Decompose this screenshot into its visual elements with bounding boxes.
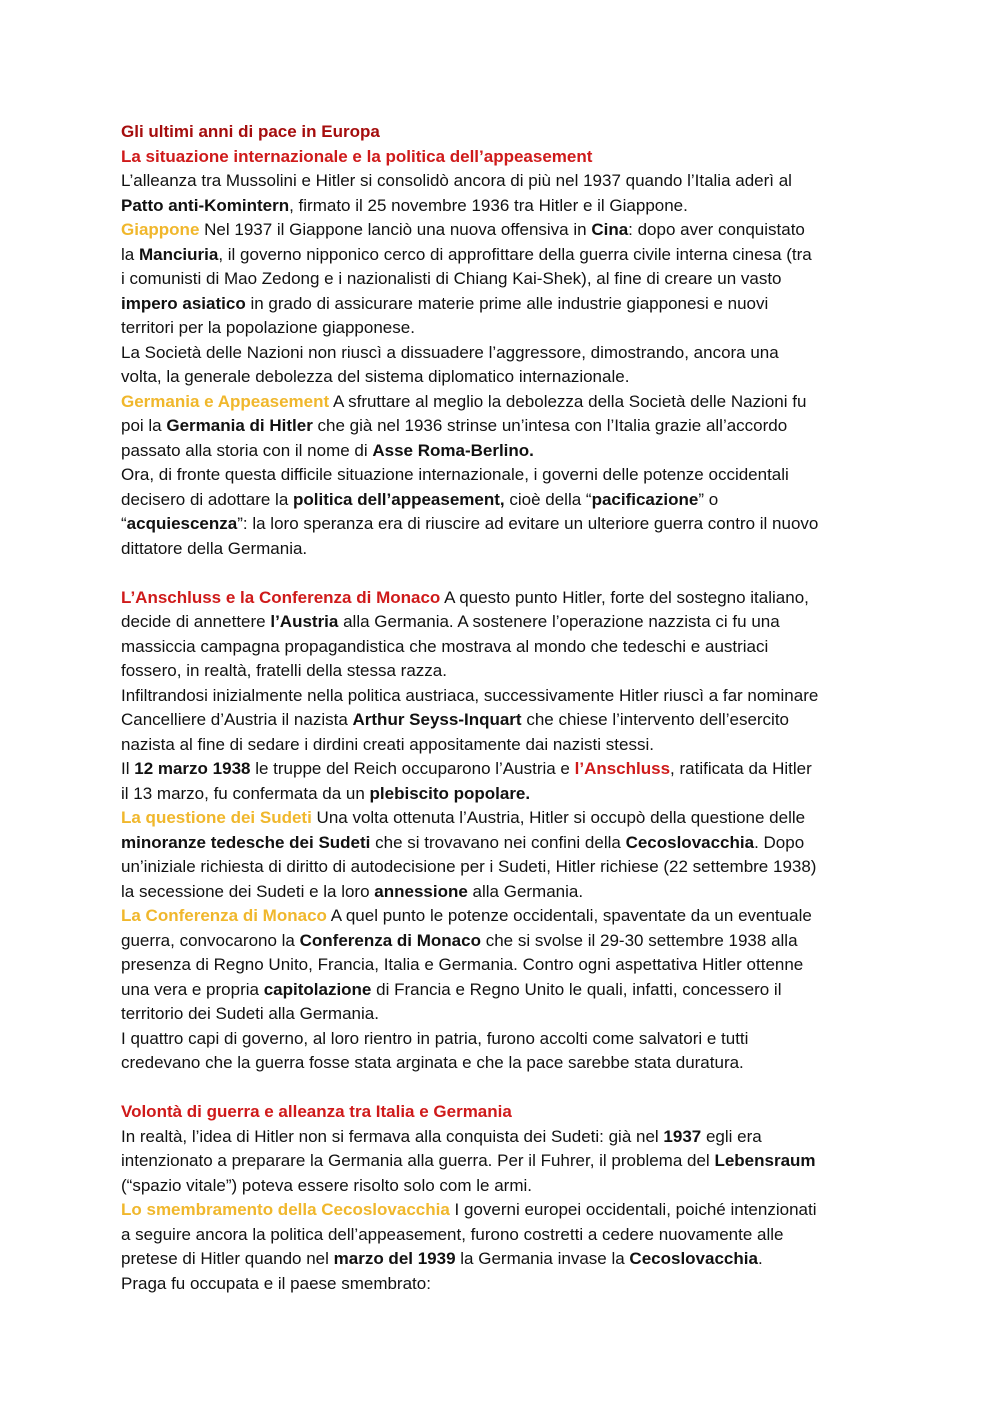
paragraph-line: Infiltrandosi inizialmente nella politica austriaca, successivamente Hitler riuscì a far nominare [121, 685, 819, 705]
paragraph-line: il 13 marzo, fu confermata da un plebiscito popolare. [121, 783, 531, 803]
paragraph-line: pretese di Hitler quando nel marzo del 1939 la Germania invase la Cecoslovacchia. [121, 1249, 763, 1268]
paragraph-line: una vera e propria capitolazione di Francia e Regno Unito le quali, infatti, concessero il [121, 979, 782, 999]
paragraph-line: guerra, convocarono la Conferenza di Monaco che si svolse il 29-30 settembre 1938 alla [121, 930, 798, 950]
paragraph-line: territorio dei Sudeti alla Germania. [121, 1004, 379, 1023]
paragraph-line: decisero di adottare la politica dell’appeasement, cioè della “pacificazione” o [121, 489, 719, 509]
paragraph-line: I quattro capi di governo, al loro rientro in patria, furono accolti come salvatori e tutti [121, 1028, 749, 1048]
paragraph-line: a seguire ancora la politica dell’appeasement, furono costretti a cedere nuovamente alle [121, 1224, 784, 1244]
paragraph-spacer [121, 1076, 891, 1101]
paragraph-line: Giappone Nel 1937 il Giappone lanciò una nuova offensiva in Cina: dopo aver conquistato [121, 220, 805, 239]
document-body [121, 120, 891, 1296]
paragraph-line: Cancelliere d’Austria il nazista Arthur Seyss-Inquart che chiese l’intervento dell’esercito [121, 710, 790, 729]
paragraph-line: la secessione dei Sudeti e la loro annessione alla Germania. [121, 881, 584, 901]
subheading-smembramento: Lo smembramento della Cecoslovacchia [121, 1200, 450, 1219]
paragraph-line: presenza di Regno Unito, Francia, Italia e Germania. Contro ogni aspettativa Hitler ottenne [121, 955, 804, 974]
paragraph-line: credevano che la guerra fosse stata arginata e che la pace sarebbe stata duratura. [121, 1053, 744, 1072]
paragraph-line: La Conferenza di Monaco A quel punto le potenze occidentali, spaventate da un eventuale [121, 906, 812, 925]
paragraph-line: “acquiescenza”: la loro speranza era di riuscire ad evitare un ulteriore guerra contro il nuovo [121, 514, 819, 533]
subheading-monaco: La Conferenza di Monaco [121, 906, 327, 925]
section-heading-anschluss: L’Anschluss e la Conferenza di Monaco [121, 587, 441, 607]
paragraph-line: La questione dei Sudeti Una volta ottenuta l’Austria, Hitler si occupò della questione delle [121, 808, 806, 827]
paragraph-line: Germania e Appeasement A sfruttare al meglio la debolezza della Società delle Nazioni fu [121, 391, 807, 411]
paragraph-line: fossero, in realtà, fratelli della stessa razza. [121, 661, 447, 680]
paragraph-line: Patto anti-Komintern, firmato il 25 novembre 1936 tra Hitler e il Giappone. [121, 195, 688, 215]
paragraph-line: intenzionato a preparare la Germania alla guerra. Per il Fuhrer, il problema del Lebensraum [121, 1151, 816, 1170]
paragraph-line: (“spazio vitale”) poteva essere risolto solo com le armi. [121, 1175, 532, 1195]
section-heading-volonta: Volontà di guerra e alleanza tra Italia e Germania [121, 1102, 512, 1121]
paragraph-line: la Manciuria, il governo nipponico cerco di approfittare della guerra civile interna cinesa (tra [121, 244, 812, 264]
paragraph-line: massiccia campagna propagandistica che mostrava al mondo che tedeschi e austriaci [121, 636, 769, 656]
paragraph-line: Praga fu occupata e il paese smembrato: [121, 1273, 431, 1293]
paragraph-line: La Società delle Nazioni non riuscì a dissuadere l’aggressore, dimostrando, ancora una [121, 342, 779, 362]
subheading-giappone: Giappone [121, 220, 200, 239]
paragraph-line: minoranze tedesche dei Sudeti che si trovavano nei confini della Cecoslovacchia. Dopo [121, 832, 805, 852]
paragraph-line: L’Anschluss e la Conferenza di Monaco A questo punto Hitler, forte del sostegno italiano, [121, 587, 809, 607]
paragraph-line: L’alleanza tra Mussolini e Hitler si consolidò ancora di più nel 1937 quando l’Italia aderì al [121, 171, 792, 190]
paragraph-line: impero asiatico in grado di assicurare materie prime alle industrie giapponesi e nuovi [121, 293, 769, 313]
subheading-germania: Germania e Appeasement [121, 391, 330, 411]
paragraph-line: In realtà, l’idea di Hitler non si fermava alla conquista dei Sudeti: già nel 1937 egli era [121, 1126, 762, 1146]
paragraph-spacer [121, 561, 891, 586]
paragraph-line: volta, la generale debolezza del sistema diplomatico internazionale. [121, 367, 630, 386]
paragraph-line: nazista al fine di sedare i dirdini creati appositamente dai nazisti stessi. [121, 734, 654, 754]
paragraph-line: i comunisti di Mao Zedong e i nazionalisti di Chiang Kai-Shek), al fine di creare un vasto [121, 269, 782, 288]
paragraph-line: un’iniziale richiesta di diritto di autodecisione per i Sudeti, Hitler richiese (22 settembre 1938) [121, 857, 817, 876]
document-title: Gli ultimi anni di pace in Europa [121, 122, 380, 141]
paragraph-line: Ora, di fronte questa difficile situazione internazionale, i governi delle potenze occidentali [121, 465, 789, 484]
paragraph-line: Il 12 marzo 1938 le truppe del Reich occuparono l’Austria e l’Anschluss, ratificata da Hitler [121, 759, 812, 778]
paragraph-line: decide di annettere l’Austria alla Germania. A sostenere l’operazione nazzista ci fu una [121, 612, 780, 631]
paragraph-line: passato alla storia con il nome di Asse Roma-Berlino. [121, 440, 534, 460]
paragraph-line: territori per la popolazione giapponese. [121, 318, 415, 337]
paragraph-line: Lo smembramento della Cecoslovacchia I governi europei occidentali, poiché intenzionati [121, 1200, 817, 1219]
section-heading-appeasement: La situazione internazionale e la politica dell’appeasement [121, 146, 593, 166]
subheading-sudeti: La questione dei Sudeti [121, 808, 312, 827]
paragraph-line: poi la Germania di Hitler che già nel 1936 strinse un’intesa con l’Italia grazie all’accordo [121, 416, 788, 435]
paragraph-line: dittatore della Germania. [121, 538, 308, 558]
